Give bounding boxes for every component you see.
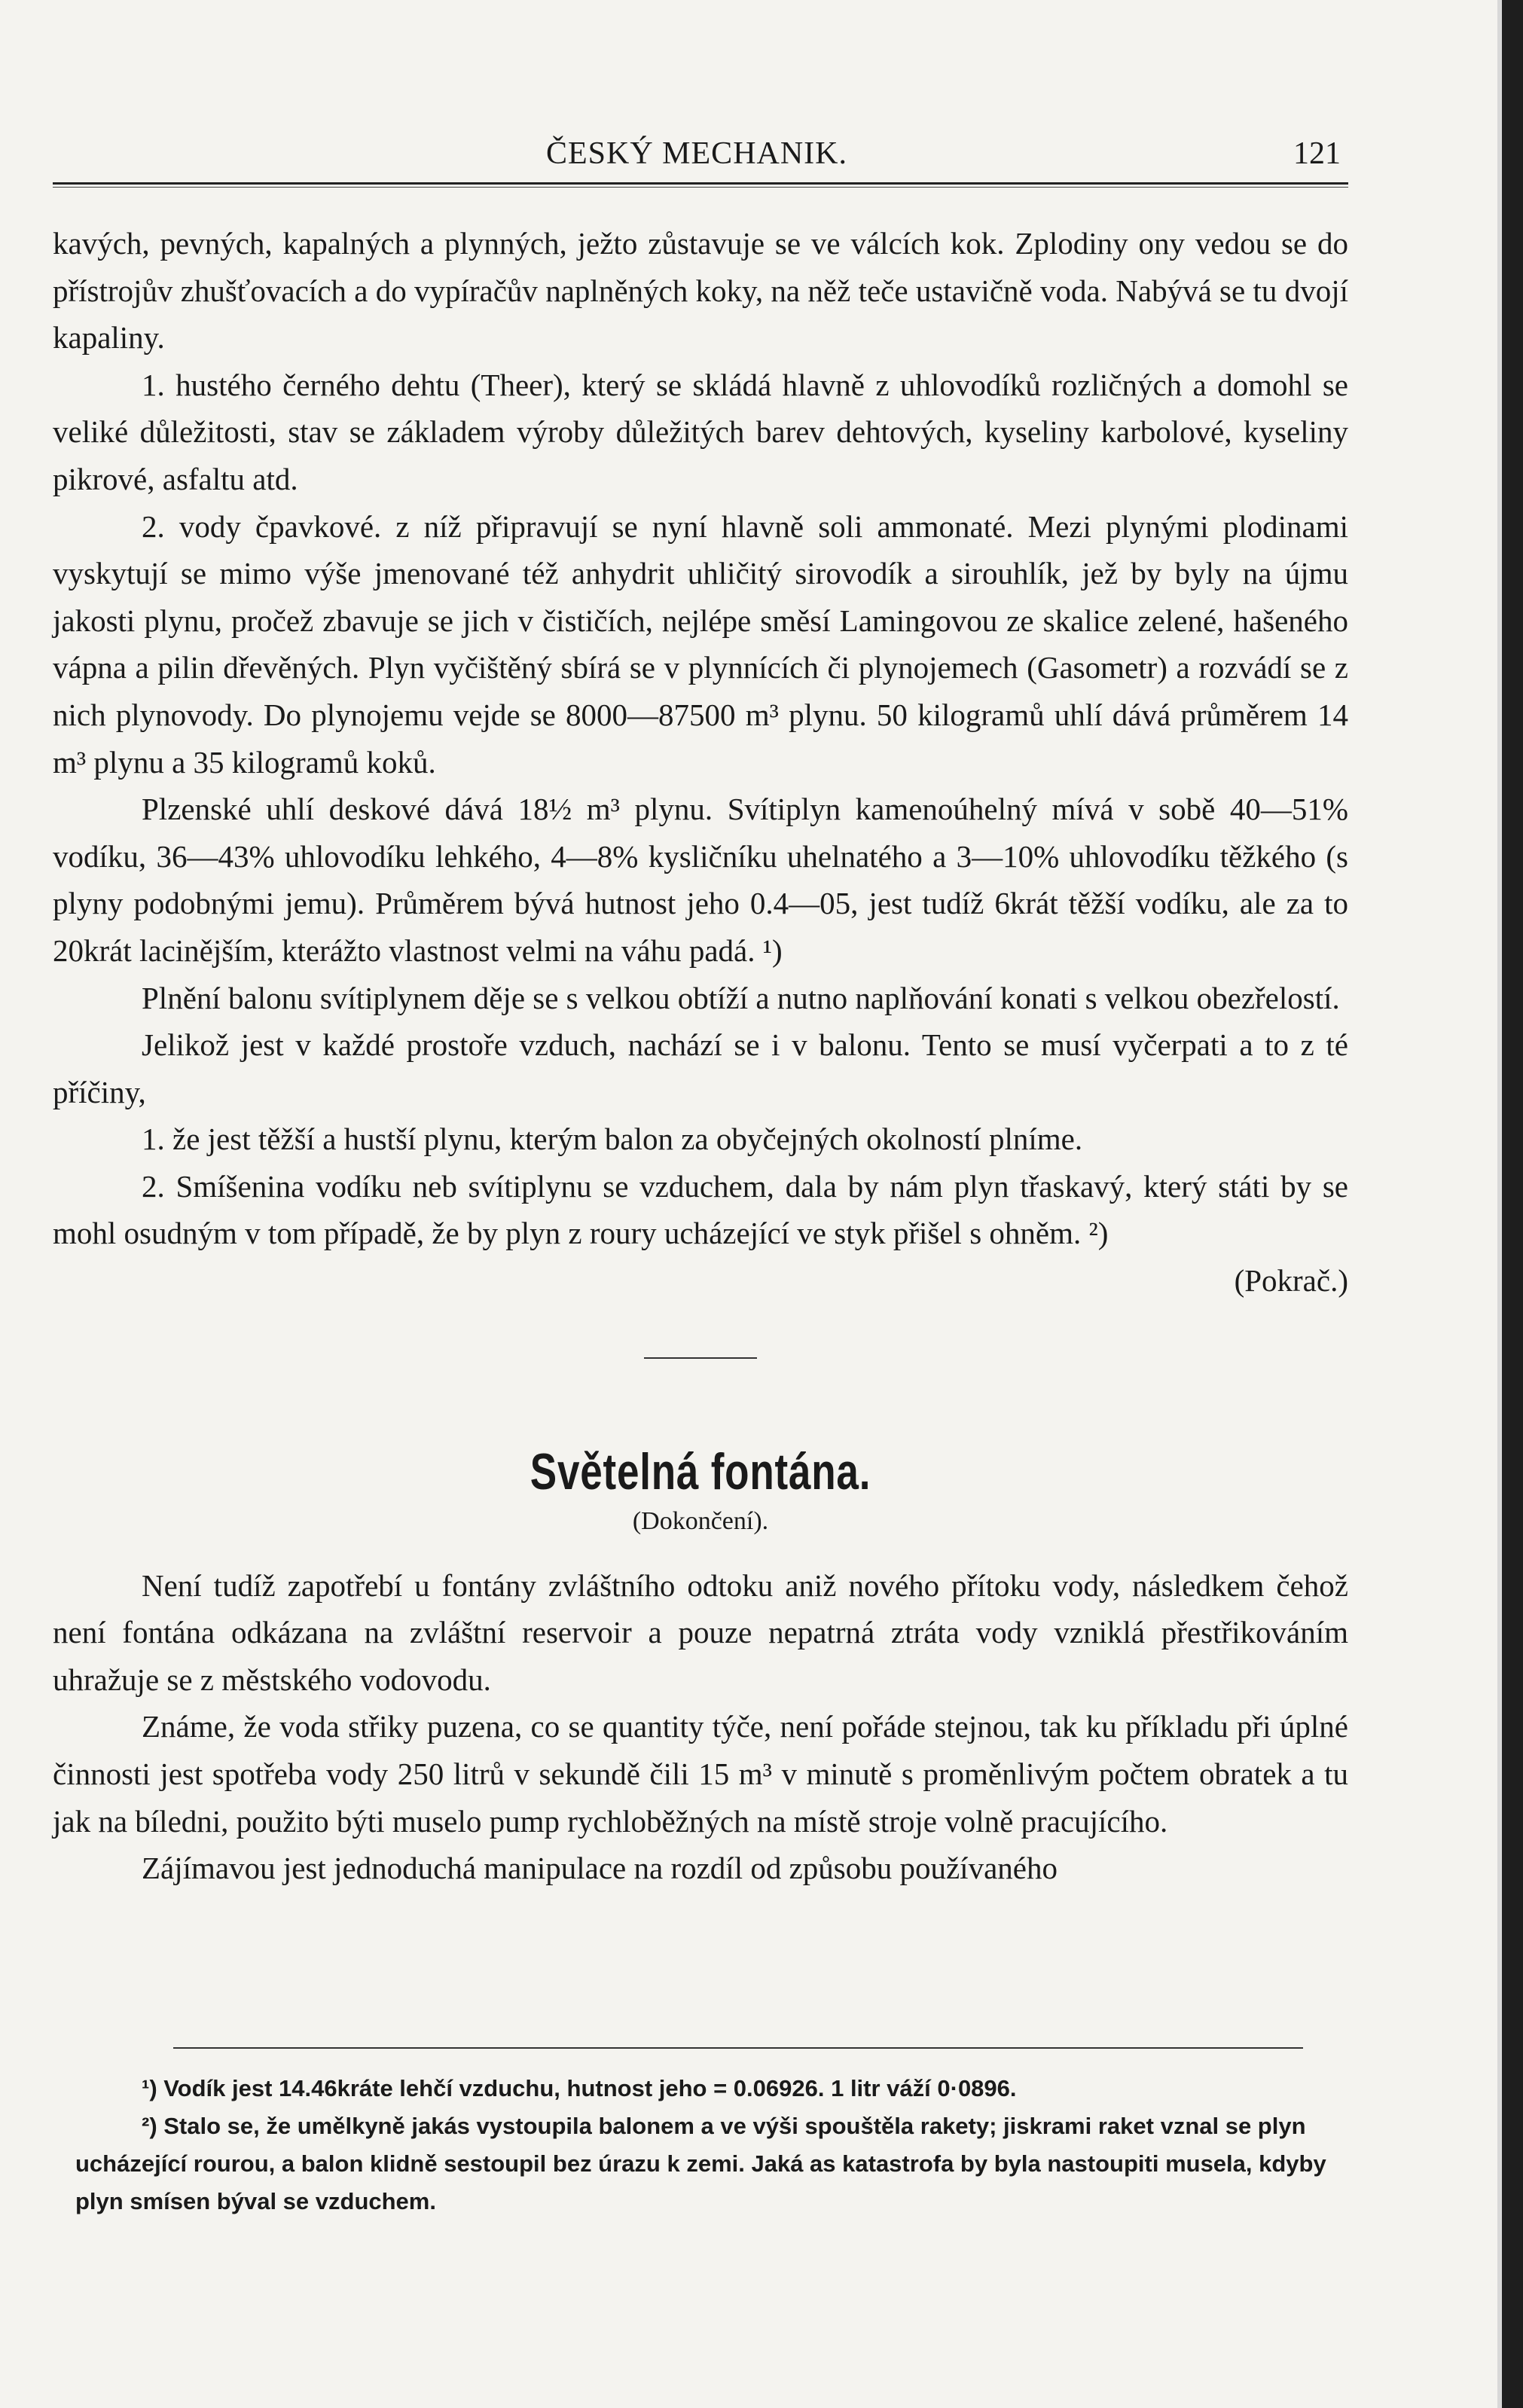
article-title: Světelná fontána. (530, 1442, 871, 1500)
footnote: ²) Stalo se, že umělkyně jakás vystoupila balonem a ve výši spouštěla rakety; jiskrami raket vznal se plyn ucházející rourou, a balon klidně sestoupil bez úrazu k zemi. Jaká as katastrofa by byla nastoupiti musela, kdyby plyn smísen býval se vzduchem. (75, 2113, 1326, 2214)
paragraph: 1. že jest těžší a hustší plynu, kterým balon za obyčejných okolností plníme. (142, 1122, 1083, 1157)
body-text (53, 220, 1348, 1892)
section-divider (644, 1357, 757, 1359)
page-number: 121 (1293, 136, 1341, 171)
paragraph: Jelikož jest v každé prostoře vzduch, nachází se i v balonu. Tento se musí vyčerpati a to z té příčiny, (53, 1027, 1348, 1109)
footnote-rule (173, 2047, 1303, 2049)
journal-title: ČESKÝ MECHANIK. (545, 136, 847, 171)
footnote: ¹) Vodík jest 14.46kráte lehčí vzduchu, hutnost jeho = 0.06926. 1 litr váží 0·0896. (142, 2075, 1017, 2101)
footnotes (75, 2070, 1348, 2220)
paragraph: Plzenské uhlí deskové dává 18½ m³ plynu. Svítiplyn kamenoúhelný mívá v sobě 40—51% vodíku, 36—43% uhlovodíku lehkého, 4—8% kysličníku uhelnatého a 3—10% uhlovodíku těžkého (s plyny podobnými jemu). Průměrem bývá hutnost jeho 0.4—05, jest tudíž 6krát těžší vodíku, ale za to 20krát lacinějším, kterážto vlastnost velmi na váhu padá. ¹) (53, 792, 1348, 968)
continuation-mark: (Pokrač.) (1234, 1263, 1348, 1299)
paragraph: Zájímavou jest jednoduchá manipulace na rozdíl od způsobu používaného (142, 1851, 1058, 1886)
paragraph: Plnění balonu svítiplynem děje se s velkou obtíží a nutno naplňování konati s velkou obezřelostí. (142, 980, 1340, 1015)
paragraph: 2. Smíšenina vodíku neb svítiplynu se vzduchem, dala by nám plyn třaskavý, který státi by se mohl osudným v tom případě, že by plyn z roury ucházející ve styk přišel s ohněm. ²) (53, 1168, 1348, 1251)
scan-edge (1497, 0, 1523, 2408)
paragraph: 1. hustého černého dehtu (Theer), který se skládá hlavně z uhlovodíků rozličných a domohl se veliké důležitosti, stav se základem výroby důležitých barev dehtových, kyseliny karbolové, kyseliny pikrové, asfaltu atd. (53, 367, 1348, 496)
paragraph: Není tudíž zapotřebí u fontány zvláštního odtoku aniž nového přítoku vody, následkem čehož není fontána odkázana na zvláštní reservoir a pouze nepatrná ztráta vody vzniklá přestřikováním uhražuje se z městského vodovodu. (53, 1567, 1348, 1697)
paragraph: kavých, pevných, kapalných a plynných, ježto zůstavuje se ve válcích kok. Zplodiny ony vedou se do přístrojův zhušťovacích a do vypíračův naplněných koky, na něž teče ustavičně voda. Nabývá se tu dvojí kapaliny. (53, 226, 1348, 356)
paragraph: Známe, že voda střiky puzena, co se quantity týče, není pořáde stejnou, tak ku příkladu při úplné činnosti jest spotřeba vody 250 litrů v sekundě čili 15 m³ v minutě s proměnlivým počtem obratek a tu jak na bíledni, použito býti muselo pump rychloběžných na místě stroje volně pracujícího. (53, 1709, 1348, 1839)
paragraph: 2. vody čpavkové. z níž připravují se nyní hlavně soli ammonaté. Mezi plynými plodinami vyskytují se mimo výše jmenované též anhydrit uhličitý sirovodík a sirouhlík, jež by byly na újmu jakosti plynu, pročež zbavuje se jich v čističích, nejlépe směsí Lamingovou ze skalice zelené, hašeného vápna a pilin dřevěných. Plyn vyčištěný sbírá se v plynnících či plynojemech (Gasometr) a rozvádí se z nich plynovody. Do plynojemu vejde se 8000—87500 m³ plynu. 50 kilogramů uhlí dává průměrem 14 m³ plynu a 35 kilogramů koků. (53, 508, 1348, 780)
running-head (53, 136, 1341, 181)
article-subtitle: (Dokončení). (632, 1506, 769, 1535)
header-rule (53, 182, 1348, 188)
